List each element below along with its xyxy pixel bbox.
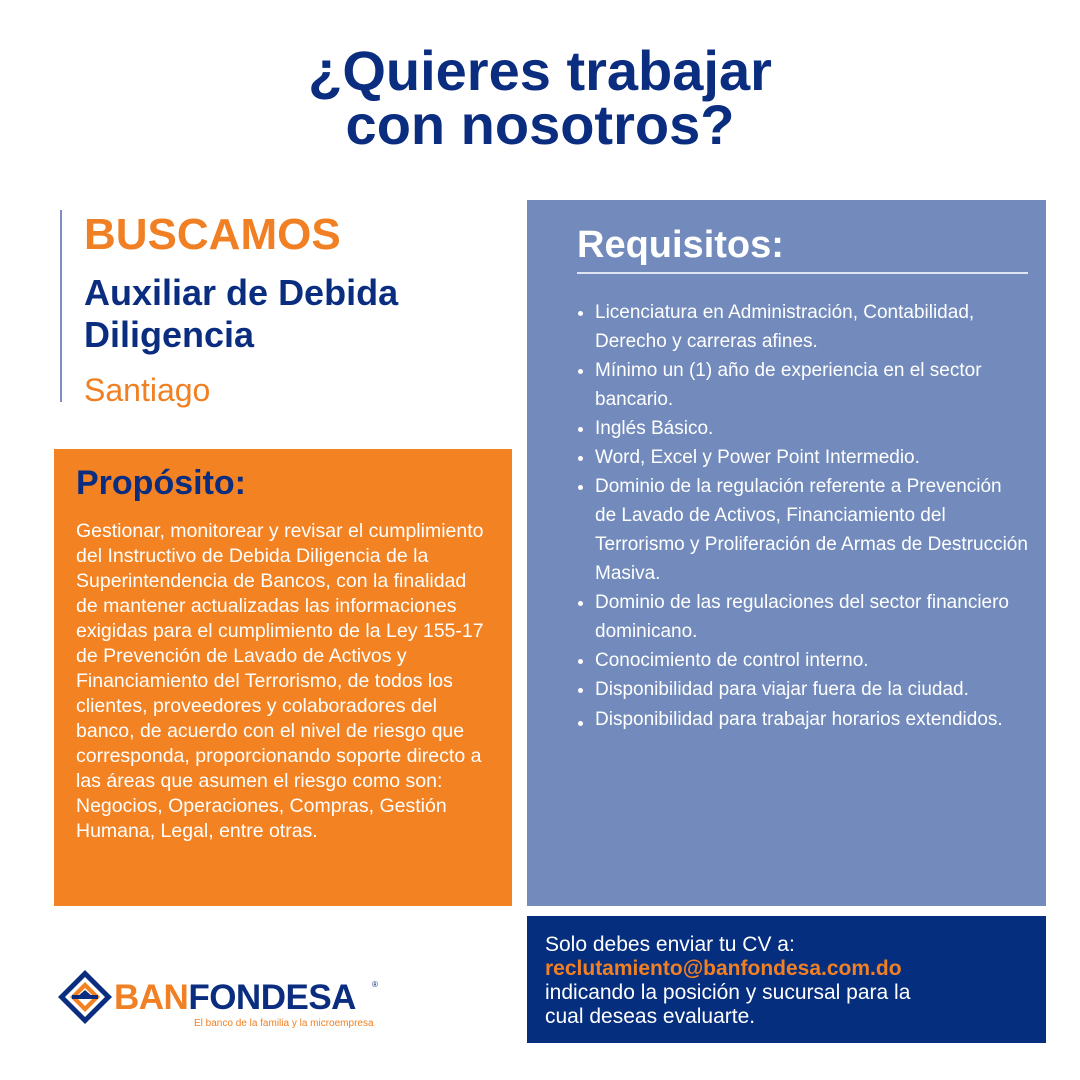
headline-line-1: ¿Quieres trabajar [308, 39, 772, 102]
contact-intro: Solo debes enviar tu CV a: [545, 933, 795, 956]
requirement-item: Disponibilidad para trabajar horarios extendidos. [575, 708, 1028, 731]
requirements-divider [577, 272, 1028, 274]
requirement-item: Dominio de la regulación referente a Prevención de Lavado de Activos, Financiamiento del Terrorismo y Proliferación de Armas de Destrucción Masiva. [575, 472, 1028, 588]
job-title [84, 272, 500, 356]
requirements-title: Requisitos: [577, 224, 784, 266]
job-location: Santiago [84, 372, 211, 408]
requirements-list [575, 298, 1028, 731]
contact-instructions-line-2: cual deseas evaluarte. [545, 1005, 756, 1028]
contact-email-link[interactable]: reclutamiento@banfondesa.com.do [545, 957, 902, 980]
requirement-item: Mínimo un (1) año de experiencia en el sector bancario. [575, 356, 1028, 414]
job-title-line-1: Auxiliar de Debida [84, 272, 399, 313]
purpose-title: Propósito: [76, 464, 246, 502]
banfondesa-logo [58, 968, 388, 1032]
banfondesa-logo-icon [58, 970, 112, 1024]
page-headline [0, 39, 1080, 156]
logo-registered-mark: ® [372, 980, 378, 989]
job-kicker: BUSCAMOS [84, 210, 341, 259]
requirement-item: Licenciatura en Administración, Contabilidad, Derecho y carreras afines. [575, 298, 1028, 356]
purpose-panel [54, 449, 512, 906]
job-title-line-2: Diligencia [84, 314, 255, 355]
requirement-item: Disponibilidad para viajar fuera de la ciudad. [575, 675, 1028, 704]
requirement-item: Conocimiento de control interno. [575, 646, 1028, 675]
contact-panel [527, 916, 1046, 1043]
contact-instructions-line-1: indicando la posición y sucursal para la [545, 981, 911, 1004]
logo-wordmark-ban: BAN [114, 978, 189, 1017]
requirement-item: Dominio de las regulaciones del sector financiero dominicano. [575, 588, 1028, 646]
requirements-panel [527, 200, 1046, 906]
purpose-text: Gestionar, monitorear y revisar el cumplimiento del Instructivo de Debida Diligencia de la Superintendencia de Bancos, con la finalidad de mantener actualizadas las informaciones exigidas para el cumplimiento de la Ley 155-17 de Prevención de Lavado de Activos y Financiamiento del Terrorismo, de todos los clientes, proveedores y colaboradores del banco, de acuerdo con el nivel de riesgo que corresponda, proporcionando soporte directo a las áreas que asumen el riesgo como son: Negocios, Operaciones, Compras, Gestión Humana, Legal, entre otras. [76, 520, 484, 842]
requirement-item: Word, Excel y Power Point Intermedio. [575, 443, 1028, 472]
logo-tagline: El banco de la familia y la microempresa [194, 1018, 374, 1029]
requirement-item: Inglés Básico. [575, 414, 1028, 443]
logo-wordmark [114, 980, 356, 1016]
logo-wordmark-fondesa: FONDESA [188, 978, 356, 1017]
headline-line-2: con nosotros? [345, 93, 735, 156]
job-block [60, 210, 500, 408]
